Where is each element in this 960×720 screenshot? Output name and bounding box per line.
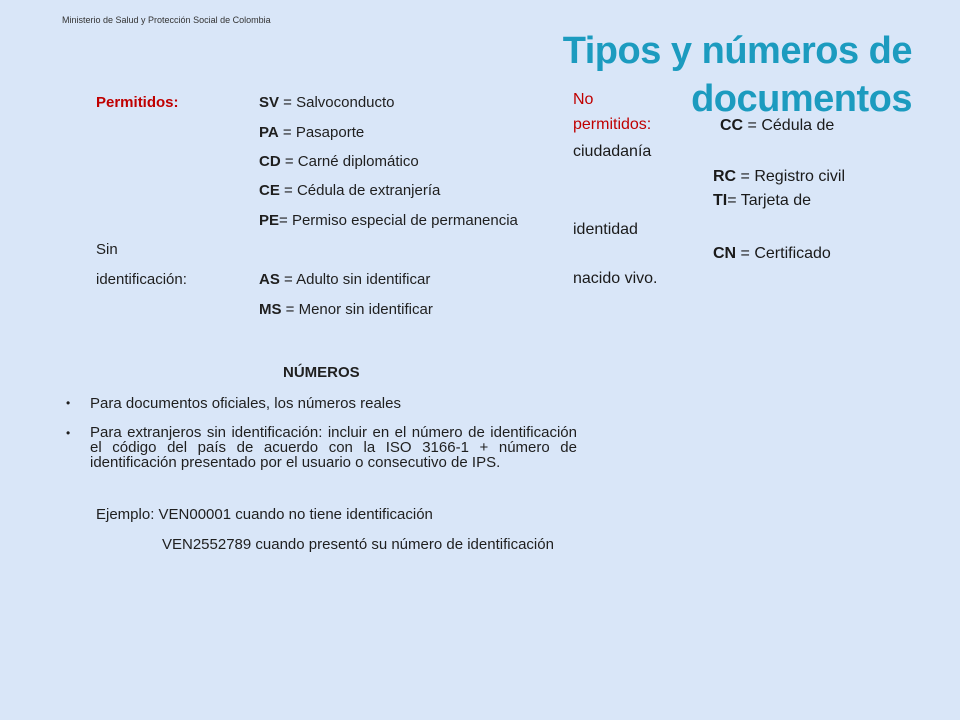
doc-desc: = Cédula de extranjería (279, 182, 441, 199)
permitidos-item (259, 94, 395, 111)
doc-desc: = Adulto sin identificar (279, 271, 431, 288)
no-permitido-ti-cont: identidad (573, 221, 638, 238)
doc-desc: = Cédula de (743, 117, 835, 134)
doc-desc: = Menor sin identificar (281, 301, 433, 318)
doc-code: CC (720, 117, 744, 134)
bullet-icon: • (66, 426, 71, 440)
no-permitido-cn (713, 245, 831, 263)
example-line-2: VEN2552789 cuando presentó su número de identificación (162, 536, 554, 553)
no-permitido-cc (720, 117, 834, 135)
page-title-line-1: Tipos y números de (562, 30, 912, 72)
doc-code: TI (713, 192, 728, 209)
doc-desc: = Carné diplomático (280, 153, 419, 170)
doc-desc: = Pasaporte (278, 124, 365, 141)
doc-code: MS (259, 301, 282, 318)
doc-code: PE (259, 212, 280, 229)
doc-code: CD (259, 153, 281, 170)
page-title-line-2: documentos (691, 78, 912, 120)
doc-code: SV (259, 94, 280, 111)
doc-desc: = Tarjeta de (727, 192, 811, 209)
permitidos-item (259, 124, 364, 141)
sin-identificacion-label-2: identificación: (96, 271, 187, 288)
no-permitido-rc (713, 168, 845, 186)
numeros-bullet-1: Para documentos oficiales, los números reales (90, 395, 401, 412)
sin-identificacion-item (259, 301, 433, 318)
permitidos-item (259, 153, 419, 170)
doc-code: CE (259, 182, 280, 199)
permitidos-item (259, 212, 518, 229)
no-permitidos-label-1: No (573, 91, 594, 108)
example-line-1: Ejemplo: VEN00001 cuando no tiene identificación (96, 506, 433, 523)
doc-desc: = Certificado (736, 245, 831, 262)
bullet-icon: • (66, 396, 71, 410)
no-permitido-ti (713, 192, 811, 210)
numeros-heading: NÚMEROS (283, 364, 360, 381)
numeros-bullet-2: Para extranjeros sin identificación: incluir en el número de identificación el código del país de acuerdo con la ISO 3166-1 + número de identificación presentado por el usuario o consecutivo de IPS. (90, 424, 577, 471)
no-permitido-cn-cont: nacido vivo. (573, 270, 658, 287)
sin-identificacion-item (259, 271, 430, 288)
doc-desc: = Salvoconducto (279, 94, 395, 111)
permitidos-item (259, 182, 440, 199)
organization-name: Ministerio de Salud y Protección Social de Colombia (62, 15, 271, 25)
sin-identificacion-label-1: Sin (96, 241, 118, 258)
doc-code: RC (713, 168, 737, 185)
permitidos-label: Permitidos: (96, 94, 179, 111)
no-permitidos-label-2: permitidos: (573, 116, 652, 133)
doc-code: CN (713, 245, 737, 262)
no-permitido-cc-cont: ciudadanía (573, 143, 652, 160)
doc-desc: = Permiso especial de permanencia (279, 212, 518, 229)
doc-code: PA (259, 124, 279, 141)
doc-code: AS (259, 271, 280, 288)
doc-desc: = Registro civil (736, 168, 846, 185)
